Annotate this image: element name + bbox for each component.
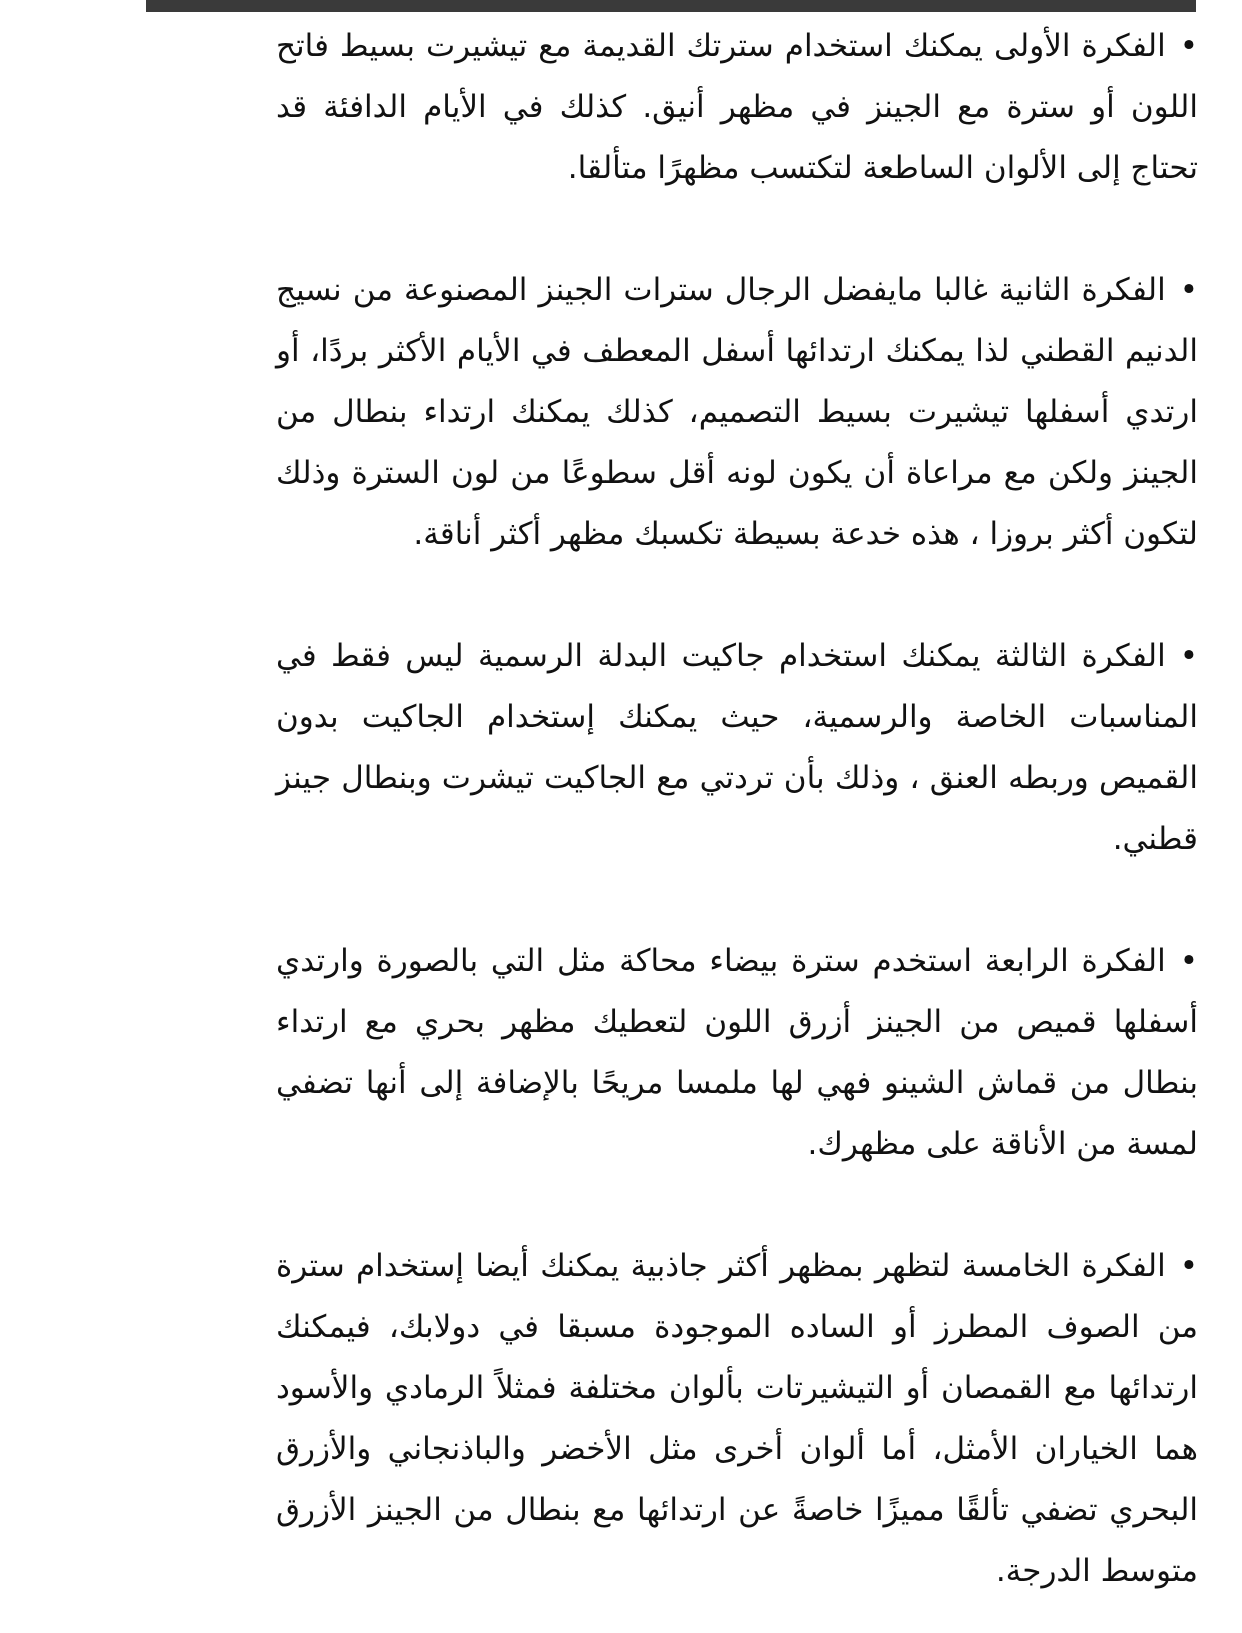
bullet: • xyxy=(1179,1248,1198,1284)
article-body xyxy=(276,16,1198,1602)
paragraph-2 xyxy=(276,260,1198,565)
paragraph-text: الفكرة الثالثة يمكنك استخدام جاكيت البدلة الرسمية ليس فقط في المناسبات الخاصة والرسمية، حيث يمكنك إستخدام الجاكيت بدون القميص وربطه العنق ، وذلك بأن تردتي مع الجاكيت تيشرت وبنطال جينز قطني. xyxy=(276,638,1198,857)
article-image xyxy=(146,0,1196,12)
paragraph-1 xyxy=(276,16,1198,199)
bullet: • xyxy=(1179,943,1198,979)
paragraph-text: الفكرة الخامسة لتظهر بمظهر أكثر جاذبية يمكنك أيضا إستخدام سترة من الصوف المطرز أو الساده الموجودة مسبقا في دولابك، فيمكنك ارتدائها مع القمصان أو التيشيرتات بألوان مختلفة فمثلاً الرمادي والأسود هما الخياران الأمثل، أما ألوان أخرى مثل الأخضر والباذنجاني والأزرق البحري تضفي تألقًا مميزًا خاصةً عن ارتدائها مع بنطال من الجينز الأزرق متوسط الدرجة. xyxy=(276,1248,1198,1589)
paragraph-4 xyxy=(276,931,1198,1175)
bullet: • xyxy=(1179,272,1198,308)
paragraph-text: الفكرة الرابعة استخدم سترة بيضاء محاكة مثل التي بالصورة وارتدي أسفلها قميص من الجينز أزرق اللون لتعطيك مظهر بحري مع ارتداء بنطال من قماش الشينو فهي لها ملمسا مريحًا بالإضافة إلى أنها تضفي لمسة من الأناقة على مظهرك. xyxy=(276,943,1198,1162)
paragraph-text: الفكرة الثانية غالبا مايفضل الرجال سترات الجينز المصنوعة من نسيج الدنيم القطني لذا يمكنك ارتدائها أسفل المعطف في الأيام الأكثر بردًا، أو ارتدي أسفلها تيشيرت بسيط التصميم، كذلك يمكنك ارتداء بنطال من الجينز ولكن مع مراعاة أن يكون لونه أقل سطوعًا من لون السترة وذلك لتكون أكثر بروزا ، هذه خدعة بسيطة تكسبك مظهر أكثر أناقة. xyxy=(276,272,1198,552)
paragraph-3 xyxy=(276,626,1198,870)
paragraph-text: الفكرة الأولى يمكنك استخدام سترتك القديمة مع تيشيرت بسيط فاتح اللون أو سترة مع الجينز في مظهر أنيق. كذلك في الأيام الدافئة قد تحتاج إلى الألوان الساطعة لتكتسب مظهرًا متألقا. xyxy=(276,28,1198,186)
bullet: • xyxy=(1179,638,1198,674)
paragraph-5 xyxy=(276,1236,1198,1602)
bullet: • xyxy=(1179,28,1198,64)
